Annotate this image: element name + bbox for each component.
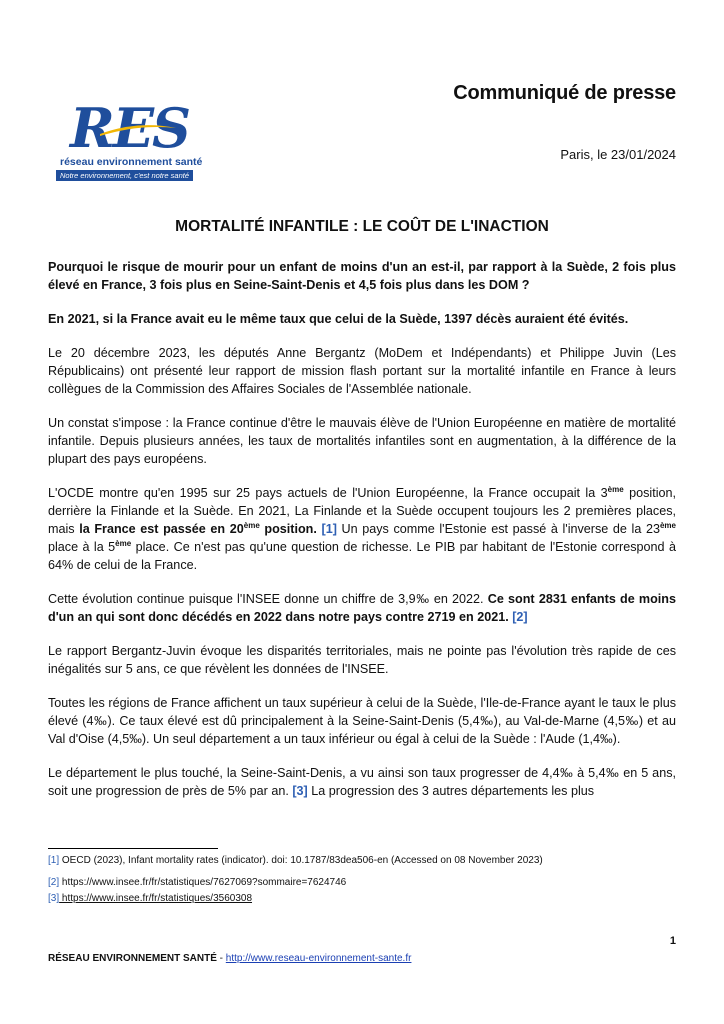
footnotes [48,854,676,914]
footnote-3 [48,892,676,905]
footnote-1 [48,854,676,867]
document-title: MORTALITÉ INFANTILE : LE COÛT DE L'INACTION [175,218,549,235]
res-logo [52,96,212,184]
footnote-ref-1[interactable]: [1] [321,522,337,536]
footnote-number[interactable]: [3] [48,893,60,904]
footnote-2 [48,876,676,889]
paragraph-ocde: L'OCDE montre qu'en 1995 sur 25 pays actuels de l'Union Européenne, la France occupait la 3ème position, derrière la Finlande et la Suède. En 2021, La Finlande et la Suède occupent toujours les 2 premières places, mais la France est passée en 20ème position. [1] Un pays comme l'Estonie est passé à l'inverse de la 23ème place à la 5ème place. Ce n'est pas qu'une question de richesse. Le PIB par habitant de l'Estonie correspond à 64% de celui de la France. [48,485,676,572]
paragraph-disparities: Le rapport Bergantz-Juvin évoque les disparités territoriales, mais ne pointe pas l'évolution très rapide de ces inégalités sur 5 ans, ce que révèlent les données de l'INSEE. [48,644,676,676]
logo-tagline: Notre environnement, c'est notre santé [56,170,193,181]
paragraph-insee: Cette évolution continue puisque l'INSEE donne un chiffre de 3,9‰ en 2022. Ce sont 2831 enfants de moins d'un an qui sont donc décédés en 2022 dans notre pays contre 2719 en 2021. [2] [48,592,677,624]
footnote-divider [48,848,218,849]
intro-question: Pourquoi le risque de mourir pour un enfant de moins d'un an est-il, par rapport à la Suède, 2 fois plus élevé en France, 3 fois plus en Seine-Saint-Denis et 4,5 fois plus dans les DOM ? [48,260,676,292]
logo-swoosh-icon [98,122,178,138]
paragraph-seine-saint-denis: Le département le plus touché, la Seine-Saint-Denis, a vu ainsi son taux progresser de 4,4‰ à 5,4‰ en 5 ans, soit une progression de près de 5% par an. [3] La progression des 3 autres départements les plus [48,766,676,798]
footer-website-link[interactable]: http://www.reseau-environnement-sante.fr [225,953,412,964]
footnote-link[interactable]: https://www.insee.fr/fr/statistiques/3560308 [59,893,253,904]
footnote-text: OECD (2023), Infant mortality rates (indicator). doi: 10.1787/83dea506-en (Accessed on 08 November 2023) [59,855,543,866]
footnote-ref-2[interactable]: [2] [512,610,528,624]
page-footer [48,953,411,964]
press-release-heading: Communiqué de presse [453,82,676,104]
footnote-ref-3[interactable]: [3] [292,784,308,798]
footer-separator: - [216,953,226,964]
key-figure: En 2021, si la France avait eu le même taux que celui de la Suède, 1397 décès auraient été évités. [48,312,629,326]
logo-organisation-name: réseau environnement santé [60,156,203,168]
logo-letters: RES [70,96,190,160]
date-line: Paris, le 23/01/2024 [560,147,676,162]
footnote-link[interactable]: https://www.insee.fr/fr/statistiques/7627069?sommaire=7624746 [59,877,347,888]
footer-organisation: RÉSEAU ENVIRONNEMENT SANTÉ [48,953,217,964]
footnote-number[interactable]: [2] [48,877,60,888]
page-number: 1 [669,935,676,947]
footnote-number[interactable]: [1] [48,855,60,866]
paragraph-report: Le 20 décembre 2023, les députés Anne Bergantz (MoDem et Indépendants) et Philippe Juvin (Les Républicains) ont présenté leur rapport de mission flash portant sur la mortalité infantile en France à leurs collègues de la Commission des Affaires Sociales de l'Assemblée nationale. [48,346,676,396]
paragraph-constat: Un constat s'impose : la France continue d'être le mauvais élève de l'Union Européenne en matière de mortalité infantile. Depuis plusieurs années, les taux de mortalités infantiles sont en augmentation, à la différence de la plupart des pays européens. [48,416,676,466]
body-text [48,258,676,816]
paragraph-regions: Toutes les régions de France affichent un taux supérieur à celui de la Suède, l'Ile-de-France ayant le taux le plus élevé (4‰). Ce taux élevé est dû principalement à la Seine-Saint-Denis (5,4‰), au Val-de-Marne (4,5‰) et au Val d'Oise (4,5‰). Un seul département a un taux inférieur ou égal à celui de la Suède : l'Aude (1,4‰). [48,696,676,746]
